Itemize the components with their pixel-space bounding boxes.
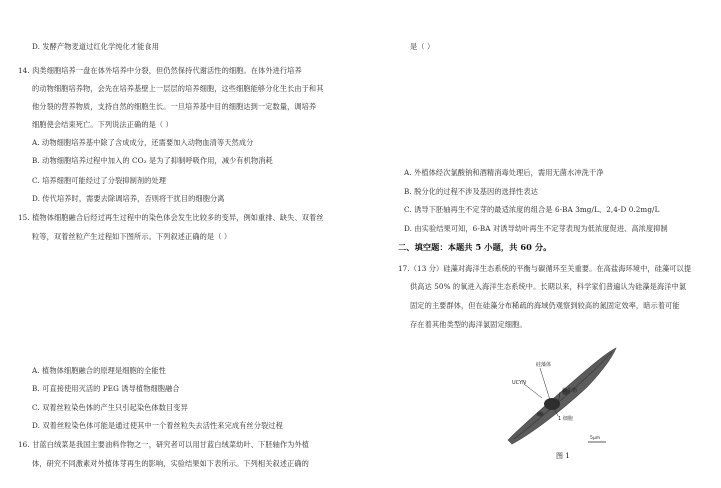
q16-option-c: C. 诱导下胚轴再生不定芽的最适浓度的组合是 6-BA 3mg/L、2,4-D 0.2mg/L — [404, 205, 660, 214]
figure-caption: 图 1 — [556, 452, 570, 460]
q14-stem-line2: 的动物细胞培养物，会先在培养基壁上一层层的培养细胞，这些细胞能够分化生长由于和其 — [32, 84, 324, 93]
figure-label: UCYN — [512, 380, 526, 386]
q16-stem-line2: 体，研究不同激素对外植体芽再生的影响，实验结果如下表所示。下列相关叙述正确的 — [32, 459, 309, 468]
q17-stem-line1: 17.（13 分）硅藻对海洋生态系统的平衡与碳循环至关重要。在高盐海环境中，硅藻可以提 — [398, 264, 692, 273]
q15-option-d: D. 双着丝粒染色体可能是通过使其中一个着丝粒失去活性来完成有丝分裂过程 — [32, 421, 283, 430]
scale-bar-label: 5μm — [590, 436, 601, 441]
diatom-inclusion — [537, 412, 544, 417]
q15-option-b: B. 可直接使用灭活的 PEG 诱导植物细胞融合 — [32, 384, 180, 393]
diatom-cell-shape — [508, 348, 616, 444]
q16-option-b: B. 脱分化的过程不涉及基因的选择性表达 — [404, 187, 539, 196]
q14-option-a: A. 动物细胞培养基中除了含成成分，还需要加入动物血清等天然成分 — [32, 138, 254, 147]
q14-stem-line1: 14. 肉类细胞培养一盘在体外培养中分裂，但仍然保持代谢活性的细胞。在体外进行培养 — [18, 66, 302, 75]
q17-stem-line3: 固定的主要群体，但在硅藻分布稀疏的海域仍观察到较高的氮固定效率，暗示着可能 — [410, 301, 680, 310]
q15-stem-line1: 15. 植物体细胞融合后经过再生过程中的染色体会发生比较多的变异，例如重排、缺失、双着丝 — [18, 213, 324, 222]
q16-stem-end: 是（ ） — [410, 42, 435, 51]
q14-stem-line3: 他分裂的营养物质，支持自然的细胞生长。一旦培养基中目的细胞达到一定数量，调培养 — [32, 102, 317, 111]
q15-option-a: A. 植物体细胞融合的原理是细胞的全能性 — [32, 366, 166, 375]
q13-option-d: D. 发酵产物麦道过红化学纯化才能食用 — [32, 42, 159, 51]
q15-stem-line2: 粒等，双着丝粒产生过程如下图所示。下列叙述正确的是（ ） — [32, 232, 232, 241]
figure-label: 硅藻体 — [536, 362, 552, 368]
section-heading: 二、填空题：本题共 5 小题，共 60 分。 — [398, 242, 552, 252]
q14-stem-line4: 细胞使会结束死亡。下列说法正确的是（ ） — [32, 120, 173, 129]
figure-label: 微生物 — [562, 388, 578, 394]
diatom-center-body — [544, 398, 560, 410]
diatom-micrograph — [506, 344, 626, 462]
figure-label: 1 细胞 — [558, 416, 573, 422]
label-pointer-line — [524, 384, 542, 398]
q14-option-b: B. 动物细胞培养过程中加入的 CO₂ 是为了抑制呼吸作用，减少有机物消耗 — [32, 156, 273, 165]
q17-stem-line4: 存在着其他类型的海洋氯固定细胞。 — [410, 320, 527, 329]
q14-option-c: C. 培养细胞可能经过了分裂抑制剂的处理 — [32, 176, 167, 185]
q16-option-a: A. 外植体经次氯酸钠和酒精消毒处理后，需用无菌水冲洗干净 — [404, 168, 604, 177]
q16-stem-line1: 16. 甘蓝白绒菜是我国主要油料作物之一，研究者可以用甘蓝白绒菜幼叶、下胚轴作为外植 — [18, 440, 310, 449]
q17-stem-line2: 供高达 50% 的氧进入海洋生态系统中。长期以来，科学家们普遍认为硅藻是海洋中氯 — [410, 282, 687, 291]
figure-diatom — [506, 344, 626, 462]
q16-option-d: D. 由实验结果可知，6-BA 对诱导幼叶再生不定芽表现为低浓度促进、高浓度抑制 — [404, 224, 668, 233]
label-pointer-line — [540, 368, 550, 400]
q14-option-d: D. 传代培养时，需要去除调培养，否则将干扰目的细胞分离 — [32, 194, 225, 203]
q15-option-c: C. 双着丝粒染色体的产生只引起染色体数目变异 — [32, 403, 188, 412]
